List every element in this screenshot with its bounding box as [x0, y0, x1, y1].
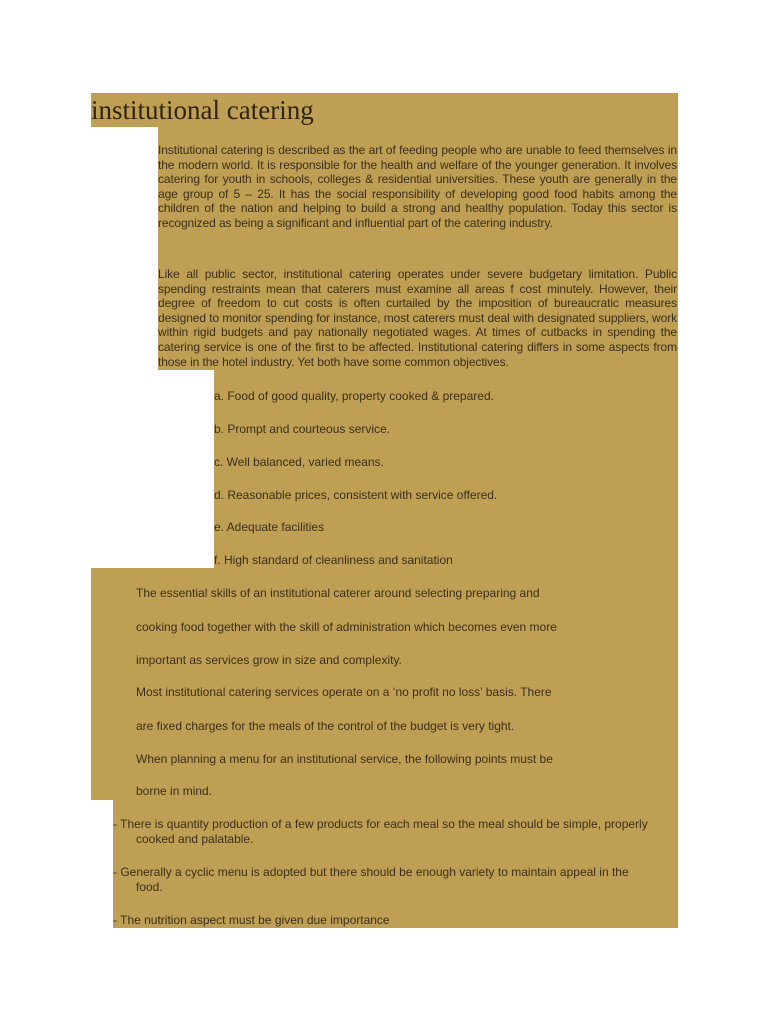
paragraph-budget: Like all public sector, institutional catering operates under severe budgetary limitation. Public spending restraints mean that caterers must examine all areas f cost minutely. However, their degree of freedom to cut costs is often curtailed by the imposition of bureaucratic measures designed to monitor spending for instance, most caterers must deal with designated suppliers, work within rigid budgets and pay nationally negotiated wages. At times of cutbacks in spending the catering service is one of the first to be affected. Institutional catering differs in some aspects from those in the hotel industry. Yet both have some common objectives.	[158, 267, 677, 369]
menu-point-first-line: - The nutrition aspect must be given due importance	[113, 913, 390, 927]
menu-point-continuation: food.	[136, 880, 163, 894]
objective-item: f. High standard of cleanliness and sanitation	[214, 553, 453, 567]
menu-point-first-line: - There is quantity production of a few products for each meal so the meal should be simple, properly	[113, 817, 648, 831]
menu-point-continuation: cooked and palatable.	[136, 832, 254, 846]
paragraph-intro: Institutional catering is described as the art of feeding people who are unable to feed themselves in the modern world. It is responsible for the health and welfare of the younger generation. It involves catering for youth in schools, colleges & residential universities. These youth are generally in the age group of 5 – 25. It has the social responsibility of developing good food habits among the children of the nation and helping to build a strong and healthy population. Today this sector is recognized as being a significant and influential part of the catering industry.	[158, 143, 677, 230]
objective-item: c. Well balanced, varied means.	[214, 455, 384, 469]
skills-line: borne in mind.	[136, 784, 213, 798]
menu-point-first-line: - Generally a cyclic menu is adopted but there should be enough variety to maintain appeal in the	[113, 865, 629, 879]
menu-point	[113, 913, 677, 928]
skills-line: cooking food together with the skill of administration which becomes even more	[136, 620, 557, 634]
menu-point	[113, 817, 677, 847]
objective-item: e. Adequate facilities	[214, 520, 325, 534]
objective-item: a. Food of good quality, property cooked & prepared.	[214, 389, 494, 403]
skills-line: The essential skills of an institutional caterer around selecting preparing and	[136, 586, 540, 600]
skills-line: important as services grow in size and complexity.	[136, 653, 402, 667]
menu-point	[113, 865, 677, 895]
objective-item: d. Reasonable prices, consistent with service offered.	[214, 488, 498, 502]
document-title: institutional catering	[91, 95, 314, 125]
skills-line: When planning a menu for an institutional service, the following points must be	[136, 752, 553, 766]
skills-line: Most institutional catering services operate on a ‘no profit no loss’ basis. There	[136, 685, 552, 699]
skills-line: are fixed charges for the meals of the control of the budget is very tight.	[136, 719, 515, 733]
objective-item: b. Prompt and courteous service.	[214, 422, 391, 436]
